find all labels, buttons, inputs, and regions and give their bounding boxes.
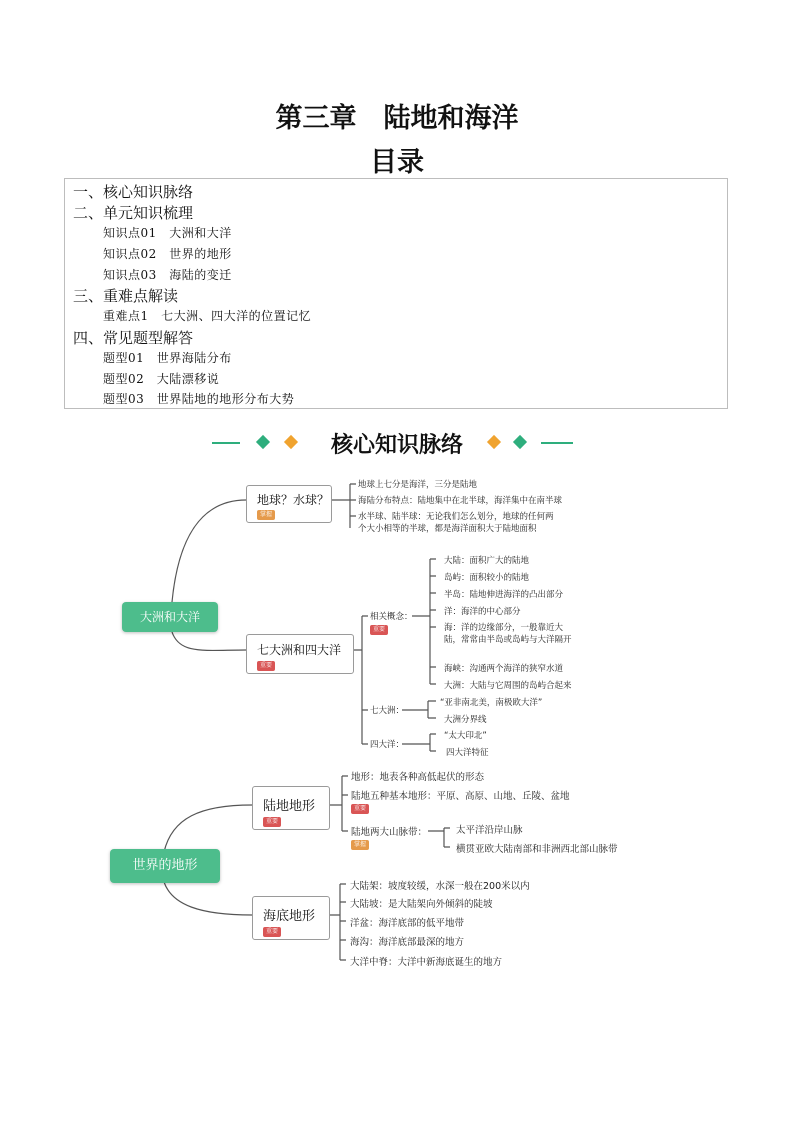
table-of-contents <box>64 178 728 409</box>
badge-important: 重要 <box>263 817 281 827</box>
toc-item[interactable]: 四、常见题型解答 <box>73 329 194 347</box>
leaf-text: 海：洋的边缘部分，一般靠近大 <box>444 623 564 633</box>
divider-line <box>541 442 573 444</box>
toc-item[interactable]: 知识点01 大洲和大洋 <box>103 226 232 240</box>
leaf-text: 大陆：面积广大的陆地 <box>444 556 530 566</box>
branch-seafloor-landforms[interactable] <box>252 896 330 940</box>
toc-item[interactable]: 三、重难点解读 <box>73 287 179 305</box>
leaf-text: 个大小相等的半球，都是海洋面积大于陆地面积 <box>358 524 537 534</box>
toc-item[interactable]: 题型02 大陆漂移说 <box>103 372 220 386</box>
concepts-label: 相关概念： <box>370 612 413 622</box>
branch-earth-or-water[interactable] <box>246 485 332 523</box>
badge-important: 重要 <box>351 804 369 814</box>
leaf-text: 地球上七分是海洋，三分是陆地 <box>358 480 478 490</box>
leaf-text: 洋盆：海洋底部的低平地带 <box>350 918 465 929</box>
section-title: 核心知识脉络 <box>330 433 463 458</box>
leaf-text: 大陆坡：是大陆架向外倾斜的陡坡 <box>350 899 493 910</box>
toc-item[interactable]: 知识点02 世界的地形 <box>103 247 232 261</box>
toc-item[interactable]: 二、单元知识梳理 <box>73 204 194 222</box>
leaf-text: 海峡：沟通两个海洋的狭窄水道 <box>444 664 564 674</box>
leaf-text: 洋：海洋的中心部分 <box>444 607 521 617</box>
badge-important: 重要 <box>263 927 281 937</box>
leaf-text: “亚非南北美，南极欧大洋” <box>440 698 543 708</box>
chapter-title: 第三章 陆地和海洋 <box>275 103 519 134</box>
leaf-text: “太大印北” <box>444 731 487 741</box>
mindmap-root-landforms[interactable]: 世界的地形 <box>110 849 220 883</box>
leaf-text: 四大洋特征 <box>446 748 489 758</box>
toc-item[interactable]: 知识点03 海陆的变迁 <box>103 268 232 282</box>
toc-item[interactable]: 题型03 世界陆地的地形分布大势 <box>103 392 295 406</box>
toc-item[interactable]: 重难点1 七大洲、四大洋的位置记忆 <box>103 309 312 323</box>
branch-land-landforms[interactable] <box>252 786 330 830</box>
leaf-text: 大洲分界线 <box>444 715 487 725</box>
leaf-text: 陆，常常由半岛或岛屿与大洋隔开 <box>444 635 572 645</box>
branch-label: 海底地形 <box>263 909 316 924</box>
continents-label: 七大洲： <box>370 706 405 716</box>
section-header <box>0 426 794 460</box>
badge-important: 重要 <box>257 661 275 671</box>
oceans-label: 四大洋： <box>370 740 405 750</box>
leaf-text: 大洲：大陆与它周围的岛屿合起来 <box>444 681 572 691</box>
leaf-text: 水半球、陆半球：无论我们怎么划分，地球的任何两 <box>358 512 554 522</box>
leaf-text: 地形：地表各种高低起伏的形态 <box>351 772 485 783</box>
leaf-text: 半岛：陆地伸进海洋的凸出部分 <box>444 590 564 600</box>
badge-master: 掌握 <box>351 840 369 850</box>
branch-label: 七大洲和四大洋 <box>257 643 342 657</box>
mindmap-root-continents[interactable]: 大洲和大洋 <box>122 602 218 632</box>
leaf-text: 大陆架：坡度较缓，水深一般在200米以内 <box>350 881 530 892</box>
leaf-text: 海沟：海洋底部最深的地方 <box>350 937 465 948</box>
badge-master: 掌握 <box>257 510 275 520</box>
branch-label: 地球？水球？ <box>257 493 330 507</box>
leaf-text: 海陆分布特点：陆地集中在北半球，海洋集中在南半球 <box>358 496 563 506</box>
toc-item[interactable]: 题型01 世界海陆分布 <box>103 351 232 365</box>
contents-title: 目录 <box>370 147 424 178</box>
toc-item[interactable]: 一、核心知识脉络 <box>73 183 194 201</box>
leaf-text: 横贯亚欧大陆南部和非洲西北部山脉带 <box>456 844 618 855</box>
leaf-text: 陆地五种基本地形：平原、高原、山地、丘陵、盆地 <box>351 791 570 802</box>
badge-important: 重要 <box>370 625 388 635</box>
branch-label: 陆地地形 <box>263 799 316 814</box>
leaf-text: 岛屿：面积较小的陆地 <box>444 573 530 583</box>
leaf-text: 太平洋沿岸山脉 <box>456 825 523 836</box>
branch-seven-continents[interactable] <box>246 634 354 674</box>
mountains-label: 陆地两大山脉带： <box>351 827 428 838</box>
leaf-text: 大洋中脊：大洋中新海底诞生的地方 <box>350 957 503 968</box>
